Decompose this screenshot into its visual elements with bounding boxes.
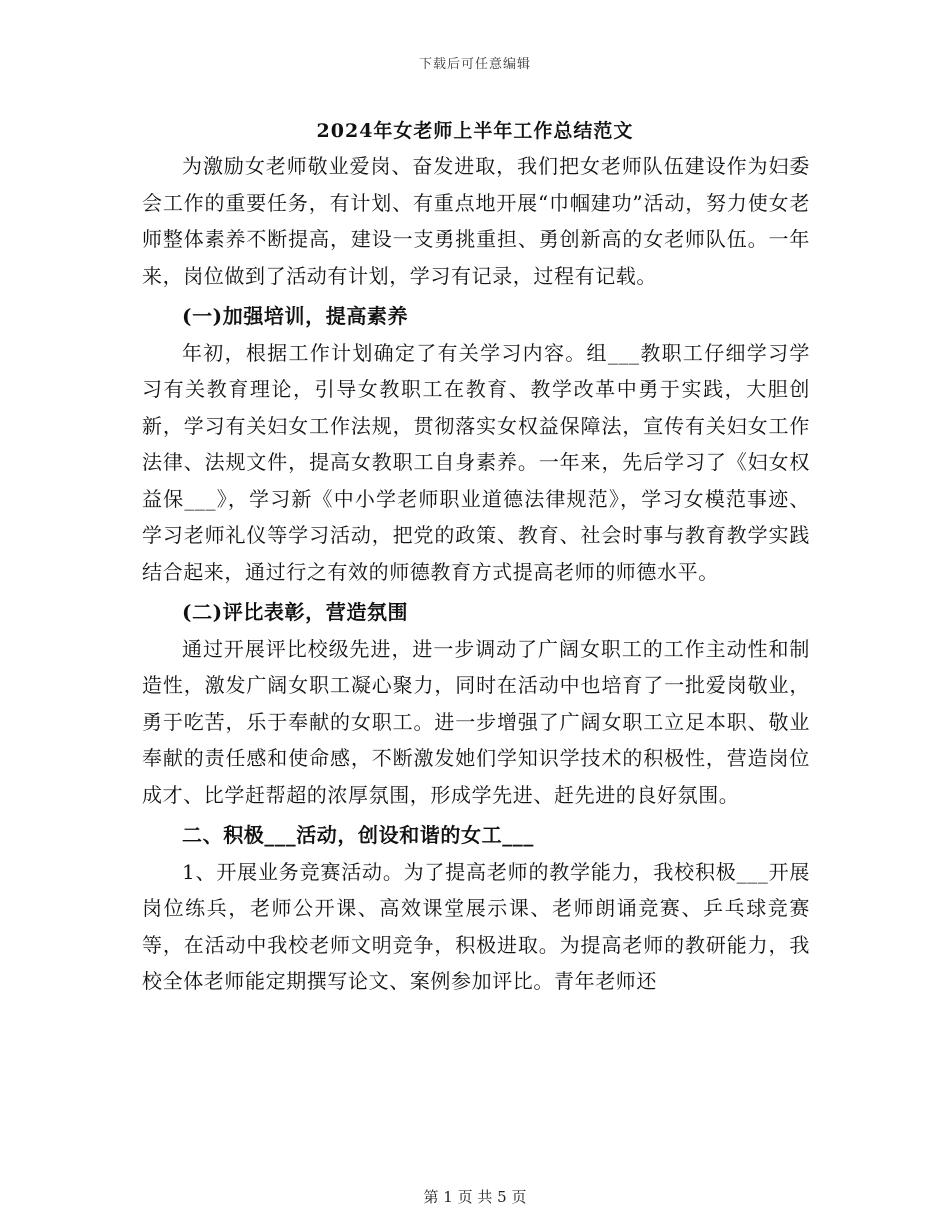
header-note: 下载后可任意编辑 <box>418 57 531 72</box>
section-heading-2: (二)评比表彰，营造氛围 <box>182 600 409 624</box>
document-body <box>142 148 810 1000</box>
body-paragraph-2: 通过开展评比校级先进，进一步调动了广阔女职工的工作主动性和制造性，激发广阔女职工凝心聚力，同时在活动中也培育了一批爱岗敬业，勇于吃苦，乐于奉献的女职工。进一步增强了广阔女职工立足本职、敬业奉献的责任感和使命感，不断激发她们学知识学技术的积极性，营造岗位成才、比学赶帮超的浓厚氛围，形成学先进、赶先进的良好氛围。 <box>142 636 810 807</box>
section-heading-1: (一)加强培训，提高素养 <box>182 304 409 328</box>
page-footer: 第 1 页 共 5 页 <box>423 1188 527 1206</box>
body-paragraph-1: 年初，根据工作计划确定了有关学习内容。组___教职工仔细学习学习有关教育理论，引导女教职工在教育、教学改革中勇于实践，大胆创新，学习有关妇女工作法规，贯彻落实女权益保障法，宣传有关妇女工作法律、法规文件，提高女教职工自身素养。一年来，先后学习了《妇女权益保___》，学习新《中小学老师职业道德法律规范》，学习女模范事迹、学习老师礼仪等学习活动，把党的政策、教育、社会时事与教育教学实践结合起来，通过行之有效的师德教育方式提高老师的师德水平。 <box>142 340 810 584</box>
document-title: 2024年女老师上半年工作总结范文 <box>316 120 634 142</box>
section-heading-3: 二、积极___活动，创设和谐的女工___ <box>182 823 534 847</box>
body-paragraph-3: 1、开展业务竞赛活动。为了提高老师的教学能力，我校积极___开展岗位练兵，老师公开课、高效课堂展示课、老师朗诵竞赛、乒乓球竞赛等，在活动中我校老师文明竞争，积极进取。为提高老师的教研能力，我校全体老师能定期撰写论文、案例参加评比。青年老师还 <box>142 859 810 993</box>
intro-paragraph: 为激励女老师敬业爱岗、奋发进取，我们把女老师队伍建设作为妇委会工作的重要任务，有计划、有重点地开展“巾帼建功”活动，努力使女老师整体素养不断提高，建设一支勇挑重担、勇创新高的女老师队伍。一年来，岗位做到了活动有计划，学习有记录，过程有记载。 <box>142 154 810 288</box>
